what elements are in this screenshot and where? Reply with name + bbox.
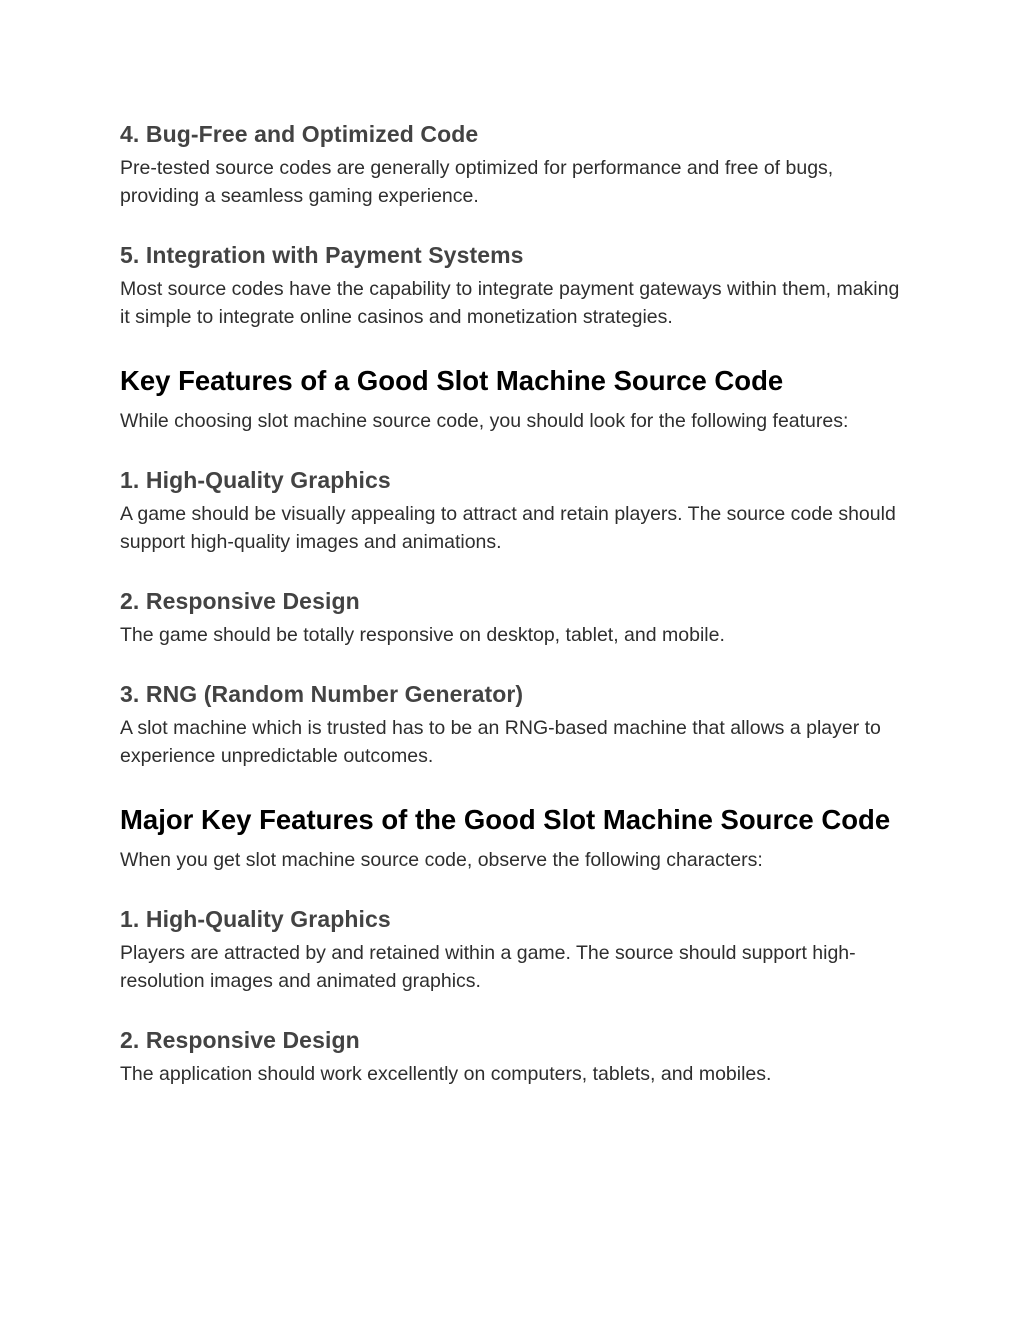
paragraph-major-responsive: The application should work excellently on computers, tablets, and mobiles. <box>120 1063 772 1085</box>
paragraph-key-graphics: A game should be visually appealing to attract and retain players. The source code should support high-quality images and animations. <box>120 503 896 553</box>
paragraph-bug-free-code: Pre-tested source codes are generally optimized for performance and free of bugs, providing a seamless gaming experience. <box>120 157 834 207</box>
paragraph-key-rng: A slot machine which is trusted has to be an RNG-based machine that allows a player to experience unpredictable outcomes. <box>120 717 881 767</box>
paragraph-major-features-intro: When you get slot machine source code, observe the following characters: <box>120 849 763 871</box>
heading-major-responsive: 2. Responsive Design <box>120 1027 360 1053</box>
heading-key-features: Key Features of a Good Slot Machine Source Code <box>120 365 784 396</box>
paragraph-major-graphics: Players are attracted by and retained within a game. The source should support high-resolution images and animated graphics. <box>120 942 856 992</box>
heading-major-key-features: Major Key Features of the Good Slot Machine Source Code <box>120 804 891 835</box>
heading-key-rng: 3. RNG (Random Number Generator) <box>120 681 524 707</box>
paragraph-key-responsive: The game should be totally responsive on desktop, tablet, and mobile. <box>120 624 725 646</box>
heading-key-graphics: 1. High-Quality Graphics <box>120 467 391 493</box>
heading-key-responsive: 2. Responsive Design <box>120 588 360 614</box>
paragraph-payment-integration: Most source codes have the capability to integrate payment gateways within them, making it simple to integrate online casinos and monetization strategies. <box>120 278 900 328</box>
paragraph-key-features-intro: While choosing slot machine source code, you should look for the following features: <box>120 410 849 432</box>
heading-major-graphics: 1. High-Quality Graphics <box>120 906 391 932</box>
heading-payment-integration: 5. Integration with Payment Systems <box>120 242 524 268</box>
heading-bug-free-code: 4. Bug-Free and Optimized Code <box>120 121 479 147</box>
